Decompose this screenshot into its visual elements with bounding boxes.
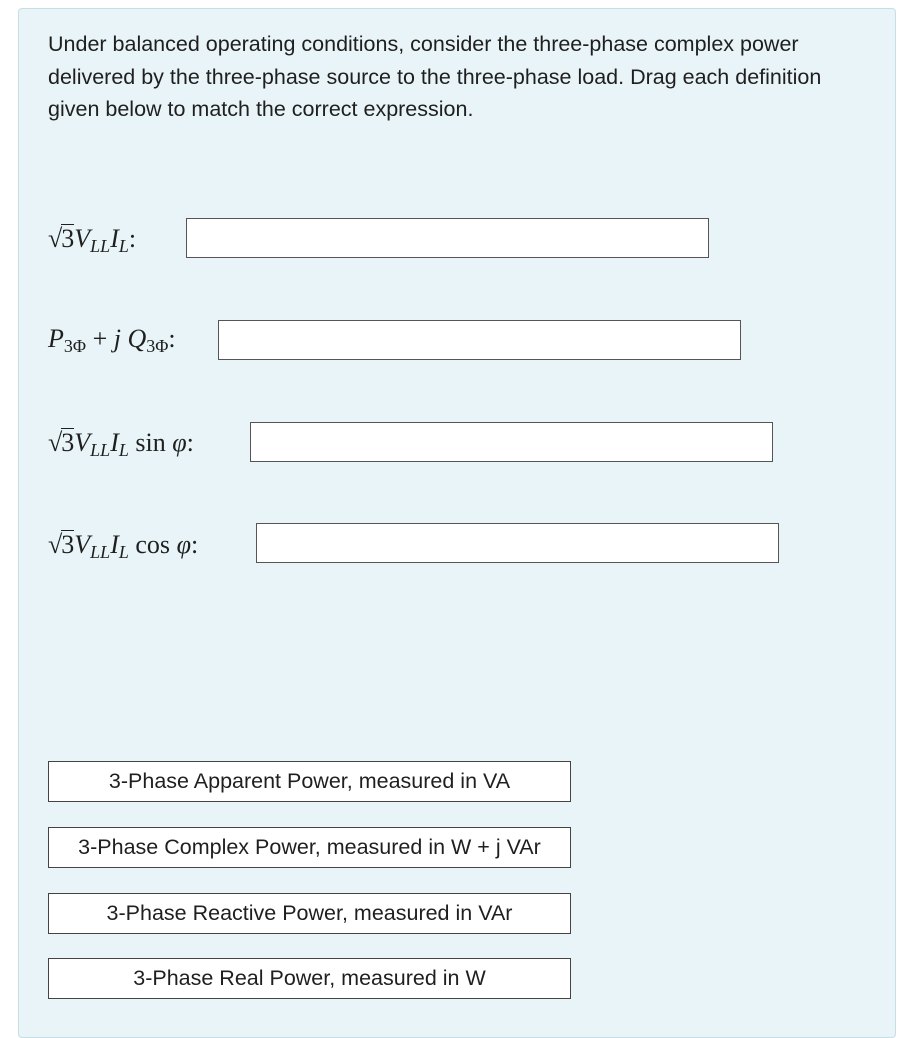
dropzone-expression-4[interactable] [256,523,779,563]
expression-complex: $P_{3\Phi} + j$ $Q_{3\Phi}$: [48,324,176,356]
question-prompt: Under balanced operating conditions, consider the three-phase complex power delivered by the three-phase source to the three-phase load. Drag each definition given below to match the correct expression. [48,32,822,121]
dropzone-expression-1[interactable] [186,218,709,258]
option-reactive-power[interactable]: 3-Phase Reactive Power, measured in VAr [48,893,571,934]
option-apparent-power[interactable]: 3-Phase Apparent Power, measured in VA [48,761,571,802]
option-complex-power[interactable]: 3-Phase Complex Power, measured in W + j VAr [48,827,571,868]
expression-real: $√3V_{LL}I_L$ cos φ: [48,530,199,562]
option-real-power[interactable]: 3-Phase Real Power, measured in W [48,958,571,999]
expression-apparent: $√3V_{LL}I_L$: [48,224,137,256]
dropzone-expression-3[interactable] [250,422,773,462]
dropzone-expression-2[interactable] [218,320,741,360]
expression-reactive: $√3V_{LL}I_L$ sin φ: [48,428,194,460]
